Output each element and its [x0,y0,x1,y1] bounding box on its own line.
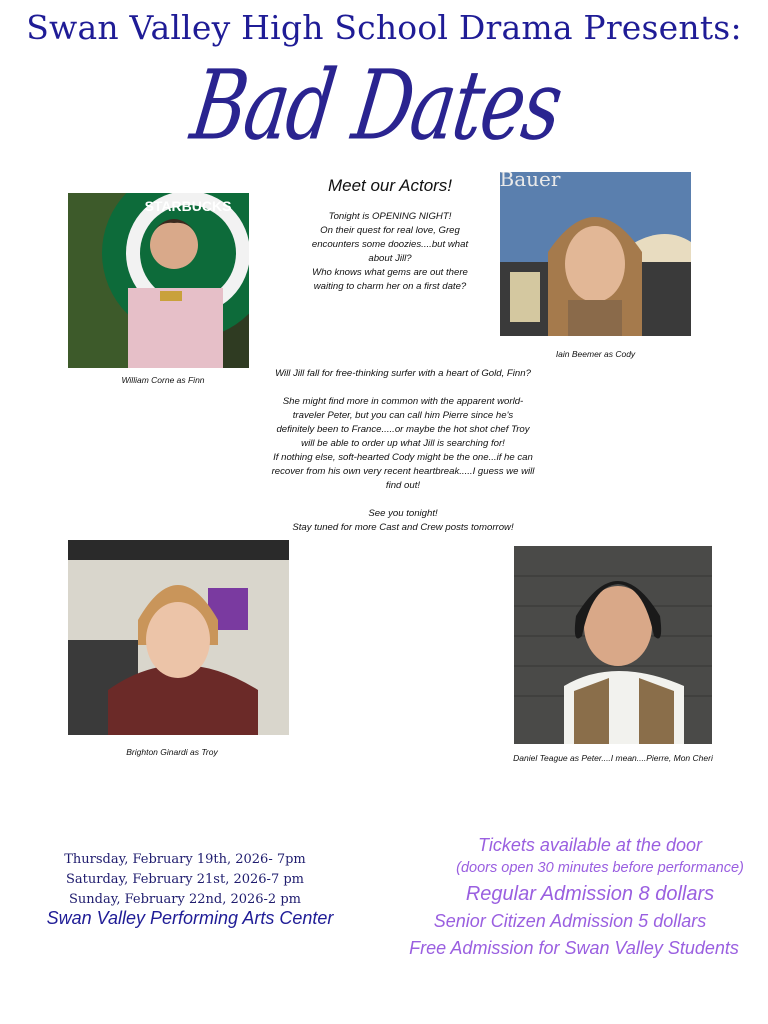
story-line: Stay tuned for more Cast and Crew posts tomorrow! [292,522,514,533]
actor-photo-peter [514,546,712,744]
actor-photo-finn [68,193,249,368]
doors-note: (doors open 30 minutes before performance) [456,860,744,876]
story-line: find out! [385,480,421,491]
photo-peter-illustration [514,546,712,744]
show-title: Bad Dates [185,50,568,162]
regular-admission: Regular Admission 8 dollars [465,883,715,905]
presenter-heading: Swan Valley High School Drama Presents: [26,8,742,47]
story-line: She might find more in common with the apparent world- [282,396,524,407]
story-line: If nothing else, soft-hearted Cody might be the one...if he can [273,452,533,463]
tickets-availability: Tickets available at the door [478,835,702,855]
intro-blurb [282,210,498,294]
photo-cody-illustration [500,172,691,336]
story-line: Will Jill fall for free-thinking surfer with a heart of Gold, Finn? [275,368,531,379]
story-line: See you tonight! [368,508,438,519]
intro-line: waiting to charm her on a first date? [313,281,467,292]
story-line [250,381,556,395]
intro-line: Who knows what gems are out there [312,267,468,278]
story-line: recover from his own very recent heartbreak.....I guess we will [271,466,535,477]
intro-line: about Jill? [368,253,412,264]
show-date: Thursday, February 19th, 2026- 7pm [64,852,306,867]
actor-photo-cody [500,172,691,336]
story-line: definitely been to France.....or maybe the hot shot chef Troy [276,424,530,435]
show-dates [40,850,330,910]
bauer-sign: Bauer [500,172,561,191]
story-line: traveler Peter, but you can call him Pierre since he's [292,410,514,421]
intro-line: On their quest for real love, Greg [320,225,460,236]
photo-troy-illustration [68,540,289,735]
photo-finn-illustration [68,193,249,368]
venue-name: Swan Valley Performing Arts Center [46,908,334,928]
actor-caption-troy: Brighton Ginardi as Troy [126,747,218,757]
show-date: Saturday, February 21st, 2026-7 pm [65,872,304,887]
story-blurb [250,367,556,535]
intro-line: Tonight is OPENING NIGHT! [328,211,452,222]
starbucks-sign: STARBUCKS [144,198,232,214]
actor-photo-troy [68,540,289,735]
student-admission: Free Admission for Swan Valley Students [409,938,739,958]
story-line [250,493,556,507]
intro-line: encounters some doozies....but what [311,239,469,250]
actor-caption-finn: William Corne as Finn [121,375,205,385]
show-date: Sunday, February 22nd, 2026-2 pm [69,892,301,907]
actor-caption-peter: Daniel Teague as Peter....I mean....Pierre, Mon Cheri [513,753,713,763]
meet-actors-heading: Meet our Actors! [327,176,453,195]
senior-admission: Senior Citizen Admission 5 dollars [433,911,707,931]
story-line: will be able to order up what Jill is searching for! [301,438,505,449]
actor-caption-cody: Iain Beemer as Cody [555,349,636,359]
